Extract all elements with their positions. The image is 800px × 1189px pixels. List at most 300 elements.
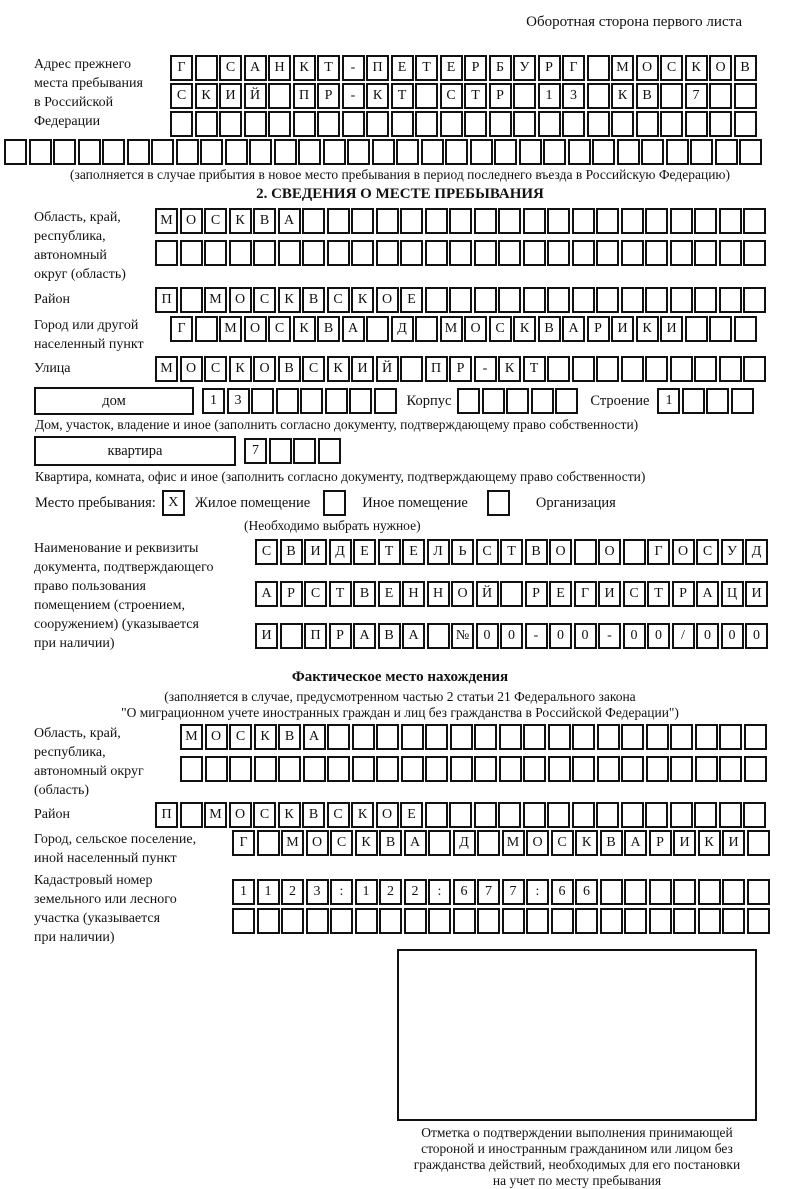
char-cell: Р xyxy=(672,581,695,607)
char-cell: Н xyxy=(427,581,450,607)
char-cell xyxy=(572,356,595,382)
org-checkbox xyxy=(487,490,510,516)
char-cell: Ц xyxy=(721,581,744,607)
char-cell: / xyxy=(672,623,695,649)
char-cell xyxy=(572,208,595,234)
char-cell xyxy=(600,879,623,905)
char-cell xyxy=(268,83,291,109)
char-cell xyxy=(425,240,448,266)
char-cell xyxy=(734,83,757,109)
char-cell xyxy=(513,83,536,109)
char-cell xyxy=(572,240,595,266)
gorod-block xyxy=(0,316,800,354)
char-cell: 7 xyxy=(685,83,708,109)
oblast-label xyxy=(0,208,155,284)
char-cell xyxy=(747,830,770,856)
char-cell: С xyxy=(660,55,683,81)
char-cell xyxy=(498,240,521,266)
char-cell xyxy=(548,724,571,750)
char-cell xyxy=(734,316,757,342)
char-cell xyxy=(636,111,659,137)
char-cell xyxy=(253,240,276,266)
char-cell: 2 xyxy=(404,879,427,905)
char-cell xyxy=(318,438,341,464)
char-cell xyxy=(151,139,174,165)
char-cell xyxy=(645,208,668,234)
char-cell: В xyxy=(636,83,659,109)
char-cell: Т xyxy=(464,83,487,109)
char-cell xyxy=(349,388,372,414)
char-cell: 1 xyxy=(657,388,680,414)
char-cell: О xyxy=(672,539,695,565)
text-line: стороной и иностранным гражданином или лицом без xyxy=(421,1141,733,1156)
char-cell xyxy=(293,438,316,464)
char-cell xyxy=(229,240,252,266)
char-cell xyxy=(547,208,570,234)
char-cell xyxy=(254,756,277,782)
text-line: документа, подтверждающего xyxy=(34,560,214,575)
char-cell xyxy=(649,908,672,934)
char-cell xyxy=(743,240,766,266)
char-cell xyxy=(694,240,717,266)
char-cell xyxy=(596,356,619,382)
char-cell: И xyxy=(219,83,242,109)
char-cell: О xyxy=(229,802,252,828)
char-cell xyxy=(415,83,438,109)
char-cell: М xyxy=(180,724,203,750)
char-cell xyxy=(719,724,742,750)
char-cell: П xyxy=(155,287,178,313)
text-line: Федерации xyxy=(34,114,101,129)
char-cell xyxy=(743,802,766,828)
char-cell xyxy=(351,208,374,234)
char-cell xyxy=(523,287,546,313)
char-cell xyxy=(274,139,297,165)
char-cell: О xyxy=(205,724,228,750)
char-cell xyxy=(352,724,375,750)
char-cell xyxy=(176,139,199,165)
char-cell xyxy=(734,111,757,137)
text-line: места пребывания xyxy=(34,76,143,91)
char-cell xyxy=(498,287,521,313)
char-cell: С xyxy=(170,83,193,109)
char-cell: С xyxy=(302,356,325,382)
char-cell xyxy=(498,802,521,828)
kvartira-cells xyxy=(244,438,341,464)
char-cell xyxy=(474,802,497,828)
char-cell: М xyxy=(204,802,227,828)
text-line: Область, край, xyxy=(34,210,121,225)
char-cell xyxy=(425,802,448,828)
char-cell: Р xyxy=(649,830,672,856)
char-cell: К xyxy=(355,830,378,856)
char-cell xyxy=(449,240,472,266)
dom-row xyxy=(34,387,800,415)
char-cell: - xyxy=(525,623,548,649)
char-cell xyxy=(587,55,610,81)
char-cell: С xyxy=(253,287,276,313)
char-cell xyxy=(621,287,644,313)
char-cell xyxy=(673,908,696,934)
korpus-cells xyxy=(457,388,578,414)
char-cell xyxy=(281,908,304,934)
char-cell xyxy=(327,240,350,266)
char-cell: - xyxy=(342,83,365,109)
char-cell: Р xyxy=(538,55,561,81)
char-cell: Г xyxy=(574,581,597,607)
char-cell xyxy=(523,208,546,234)
char-cell xyxy=(709,111,732,137)
char-cell: С xyxy=(440,83,463,109)
char-cell xyxy=(278,240,301,266)
char-cell xyxy=(574,539,597,565)
korpus-label: Корпус xyxy=(406,392,452,409)
text-line: иной населенный пункт xyxy=(34,851,177,866)
char-cell: О xyxy=(451,581,474,607)
char-cell xyxy=(538,111,561,137)
char-cell: Д xyxy=(391,316,414,342)
char-cell: С xyxy=(253,802,276,828)
char-cell xyxy=(401,756,424,782)
char-cell xyxy=(695,724,718,750)
char-cell xyxy=(568,139,591,165)
char-cell: 1 xyxy=(538,83,561,109)
char-cell: О xyxy=(598,539,621,565)
char-cell: 6 xyxy=(551,879,574,905)
char-cell xyxy=(611,111,634,137)
raion-block xyxy=(0,287,800,313)
char-cell xyxy=(547,240,570,266)
text-line: населенный пункт xyxy=(34,337,144,352)
char-cell: Р xyxy=(317,83,340,109)
kadastr-rows xyxy=(232,879,770,937)
char-cell: 0 xyxy=(500,623,523,649)
char-cell xyxy=(425,208,448,234)
char-cell xyxy=(731,388,754,414)
char-cell xyxy=(499,724,522,750)
char-cell: 2 xyxy=(379,879,402,905)
char-cell: К xyxy=(498,356,521,382)
char-cell xyxy=(670,356,693,382)
char-cell xyxy=(351,240,374,266)
char-cell: П xyxy=(155,802,178,828)
char-cell xyxy=(205,756,228,782)
char-cell: 0 xyxy=(549,623,572,649)
char-cell: К xyxy=(195,83,218,109)
kvartira-row xyxy=(34,436,800,466)
char-cell: О xyxy=(376,287,399,313)
char-cell: М xyxy=(440,316,463,342)
char-cell xyxy=(170,111,193,137)
char-cell: С xyxy=(476,539,499,565)
char-cell: А xyxy=(278,208,301,234)
char-cell xyxy=(645,356,668,382)
char-cell xyxy=(415,316,438,342)
char-cell: С xyxy=(204,356,227,382)
back-side-note: Оборотная сторона первого листа xyxy=(526,14,742,30)
char-cell: 0 xyxy=(623,623,646,649)
char-cell: Р xyxy=(280,581,303,607)
char-cell xyxy=(531,388,554,414)
char-cell: О xyxy=(244,316,267,342)
char-cell xyxy=(562,111,585,137)
char-cell: Р xyxy=(489,83,512,109)
char-cell xyxy=(660,111,683,137)
char-cell xyxy=(670,724,693,750)
char-cell xyxy=(592,139,615,165)
char-cell: П xyxy=(425,356,448,382)
char-cell: О xyxy=(636,55,659,81)
char-cell: С xyxy=(327,802,350,828)
char-cell xyxy=(743,287,766,313)
char-cell: Е xyxy=(402,539,425,565)
char-cell xyxy=(474,724,497,750)
char-cell xyxy=(744,724,767,750)
char-cell xyxy=(617,139,640,165)
char-cell: 1 xyxy=(232,879,255,905)
char-cell: К xyxy=(698,830,721,856)
char-cell xyxy=(587,111,610,137)
char-row xyxy=(232,908,770,934)
char-cell xyxy=(102,139,125,165)
char-cell: А xyxy=(624,830,647,856)
char-cell xyxy=(195,111,218,137)
kvartira-caption: Квартира, комната, офис и иное (заполнить согласно документу, подтверждающему право собственности) xyxy=(35,469,646,484)
char-cell xyxy=(498,208,521,234)
char-cell: В xyxy=(278,356,301,382)
mesto-note: (Необходимо выбрать нужное) xyxy=(244,518,421,533)
char-cell xyxy=(464,111,487,137)
char-cell: М xyxy=(281,830,304,856)
fact-heading: Фактическое место нахождения xyxy=(291,669,509,685)
char-cell xyxy=(440,111,463,137)
char-cell xyxy=(428,830,451,856)
char-cell xyxy=(526,908,549,934)
char-cell: О xyxy=(549,539,572,565)
char-cell: И xyxy=(598,581,621,607)
char-cell xyxy=(400,356,423,382)
char-cell xyxy=(327,724,350,750)
char-cell xyxy=(709,316,732,342)
char-cell xyxy=(53,139,76,165)
char-cell xyxy=(670,802,693,828)
char-cell xyxy=(596,287,619,313)
char-cell xyxy=(597,756,620,782)
char-cell xyxy=(251,388,274,414)
char-cell: К xyxy=(229,208,252,234)
char-cell xyxy=(621,802,644,828)
char-cell xyxy=(180,287,203,313)
char-cell: И xyxy=(673,830,696,856)
char-cell: № xyxy=(451,623,474,649)
char-cell xyxy=(645,802,668,828)
char-cell xyxy=(391,111,414,137)
char-cell: Т xyxy=(500,539,523,565)
char-cell: А xyxy=(404,830,427,856)
char-cell xyxy=(646,724,669,750)
char-cell: С xyxy=(204,208,227,234)
char-cell: К xyxy=(513,316,536,342)
dom-cells xyxy=(202,388,397,414)
char-cell xyxy=(352,756,375,782)
char-cell xyxy=(739,139,762,165)
char-cell xyxy=(596,240,619,266)
char-cell xyxy=(698,879,721,905)
char-cell xyxy=(502,908,525,934)
char-cell xyxy=(555,388,578,414)
char-cell: О xyxy=(180,208,203,234)
char-cell xyxy=(682,388,705,414)
char-cell: 3 xyxy=(227,388,250,414)
char-cell xyxy=(293,111,316,137)
inoe-label: Иное помещение xyxy=(362,494,468,511)
char-cell: К xyxy=(254,724,277,750)
char-cell xyxy=(415,111,438,137)
char-cell: Р xyxy=(464,55,487,81)
char-cell xyxy=(719,208,742,234)
char-cell: Д xyxy=(329,539,352,565)
char-cell xyxy=(366,111,389,137)
kvartira-box-label: квартира xyxy=(34,436,236,466)
char-cell: К xyxy=(575,830,598,856)
char-cell: К xyxy=(685,55,708,81)
char-cell xyxy=(450,724,473,750)
char-cell: М xyxy=(204,287,227,313)
char-cell xyxy=(474,208,497,234)
char-cell xyxy=(744,756,767,782)
char-cell: К xyxy=(327,356,350,382)
char-cell xyxy=(621,208,644,234)
document-label xyxy=(0,539,255,653)
char-cell xyxy=(743,208,766,234)
char-cell: Р xyxy=(525,581,548,607)
char-cell xyxy=(694,802,717,828)
char-cell: 0 xyxy=(647,623,670,649)
char-cell: : xyxy=(526,879,549,905)
char-cell xyxy=(547,287,570,313)
char-cell: О xyxy=(253,356,276,382)
char-cell xyxy=(400,208,423,234)
fact-oblast-block xyxy=(0,724,800,800)
char-cell xyxy=(649,879,672,905)
char-cell xyxy=(195,55,218,81)
org-label: Организация xyxy=(535,494,616,511)
prev-address-block xyxy=(0,55,800,139)
char-cell: С xyxy=(327,287,350,313)
char-cell xyxy=(523,240,546,266)
text-line: земельного или лесного xyxy=(34,892,177,907)
char-cell xyxy=(379,908,402,934)
char-cell xyxy=(670,287,693,313)
char-cell xyxy=(575,908,598,934)
char-cell: О xyxy=(180,356,203,382)
char-cell xyxy=(623,539,646,565)
char-cell xyxy=(513,111,536,137)
char-cell: 0 xyxy=(745,623,768,649)
char-cell: 3 xyxy=(562,83,585,109)
dom-caption: Дом, участок, владение и иное (заполнить согласно документу, подтверждающему право собственности) xyxy=(35,417,639,432)
text-line: гражданства действий, необходимых для его постановки xyxy=(413,1157,741,1172)
char-cell: С xyxy=(489,316,512,342)
char-cell xyxy=(127,139,150,165)
char-cell: Н xyxy=(268,55,291,81)
char-cell xyxy=(376,240,399,266)
char-row xyxy=(232,879,770,905)
char-cell xyxy=(306,908,329,934)
char-cell: Е xyxy=(391,55,414,81)
char-cell xyxy=(327,756,350,782)
mesto-label: Место пребывания: xyxy=(35,494,156,511)
char-cell: В xyxy=(302,802,325,828)
char-cell: С xyxy=(304,581,327,607)
char-cell: С xyxy=(229,724,252,750)
char-cell xyxy=(645,240,668,266)
char-cell xyxy=(244,111,267,137)
text-line: Город, сельское поселение, xyxy=(34,832,197,847)
char-row xyxy=(170,83,757,109)
char-cell xyxy=(276,388,299,414)
char-cell xyxy=(747,908,770,934)
char-cell xyxy=(323,139,346,165)
char-cell: Г xyxy=(647,539,670,565)
char-cell: Ь xyxy=(451,539,474,565)
document-block xyxy=(0,539,800,665)
char-cell xyxy=(519,139,542,165)
char-cell: О xyxy=(376,802,399,828)
char-cell: 0 xyxy=(476,623,499,649)
char-cell xyxy=(624,908,647,934)
char-cell: П xyxy=(304,623,327,649)
char-cell xyxy=(29,139,52,165)
char-cell xyxy=(673,879,696,905)
char-cell xyxy=(685,316,708,342)
text-line: республика, xyxy=(34,745,106,760)
char-cell: Р xyxy=(329,623,352,649)
char-cell: 1 xyxy=(257,879,280,905)
char-cell xyxy=(722,879,745,905)
char-cell xyxy=(743,356,766,382)
char-row xyxy=(180,756,767,782)
char-cell: 3 xyxy=(306,879,329,905)
char-row xyxy=(155,240,766,266)
char-cell xyxy=(404,908,427,934)
char-cell: Н xyxy=(402,581,425,607)
char-cell: В xyxy=(378,623,401,649)
char-cell xyxy=(719,802,742,828)
char-cell: С xyxy=(330,830,353,856)
char-cell xyxy=(4,139,27,165)
char-cell xyxy=(547,802,570,828)
char-cell: А xyxy=(303,724,326,750)
char-cell: У xyxy=(721,539,744,565)
char-cell xyxy=(551,908,574,934)
char-cell xyxy=(597,724,620,750)
char-cell: Р xyxy=(449,356,472,382)
char-cell xyxy=(428,908,451,934)
char-cell: У xyxy=(513,55,536,81)
char-row xyxy=(155,356,766,382)
char-cell xyxy=(280,623,303,649)
char-cell xyxy=(278,756,301,782)
char-cell xyxy=(572,287,595,313)
char-cell xyxy=(719,240,742,266)
char-cell xyxy=(747,879,770,905)
char-cell xyxy=(427,623,450,649)
char-cell xyxy=(401,724,424,750)
char-cell xyxy=(376,756,399,782)
zhiloe-checkbox: X xyxy=(162,490,185,516)
char-cell xyxy=(449,287,472,313)
